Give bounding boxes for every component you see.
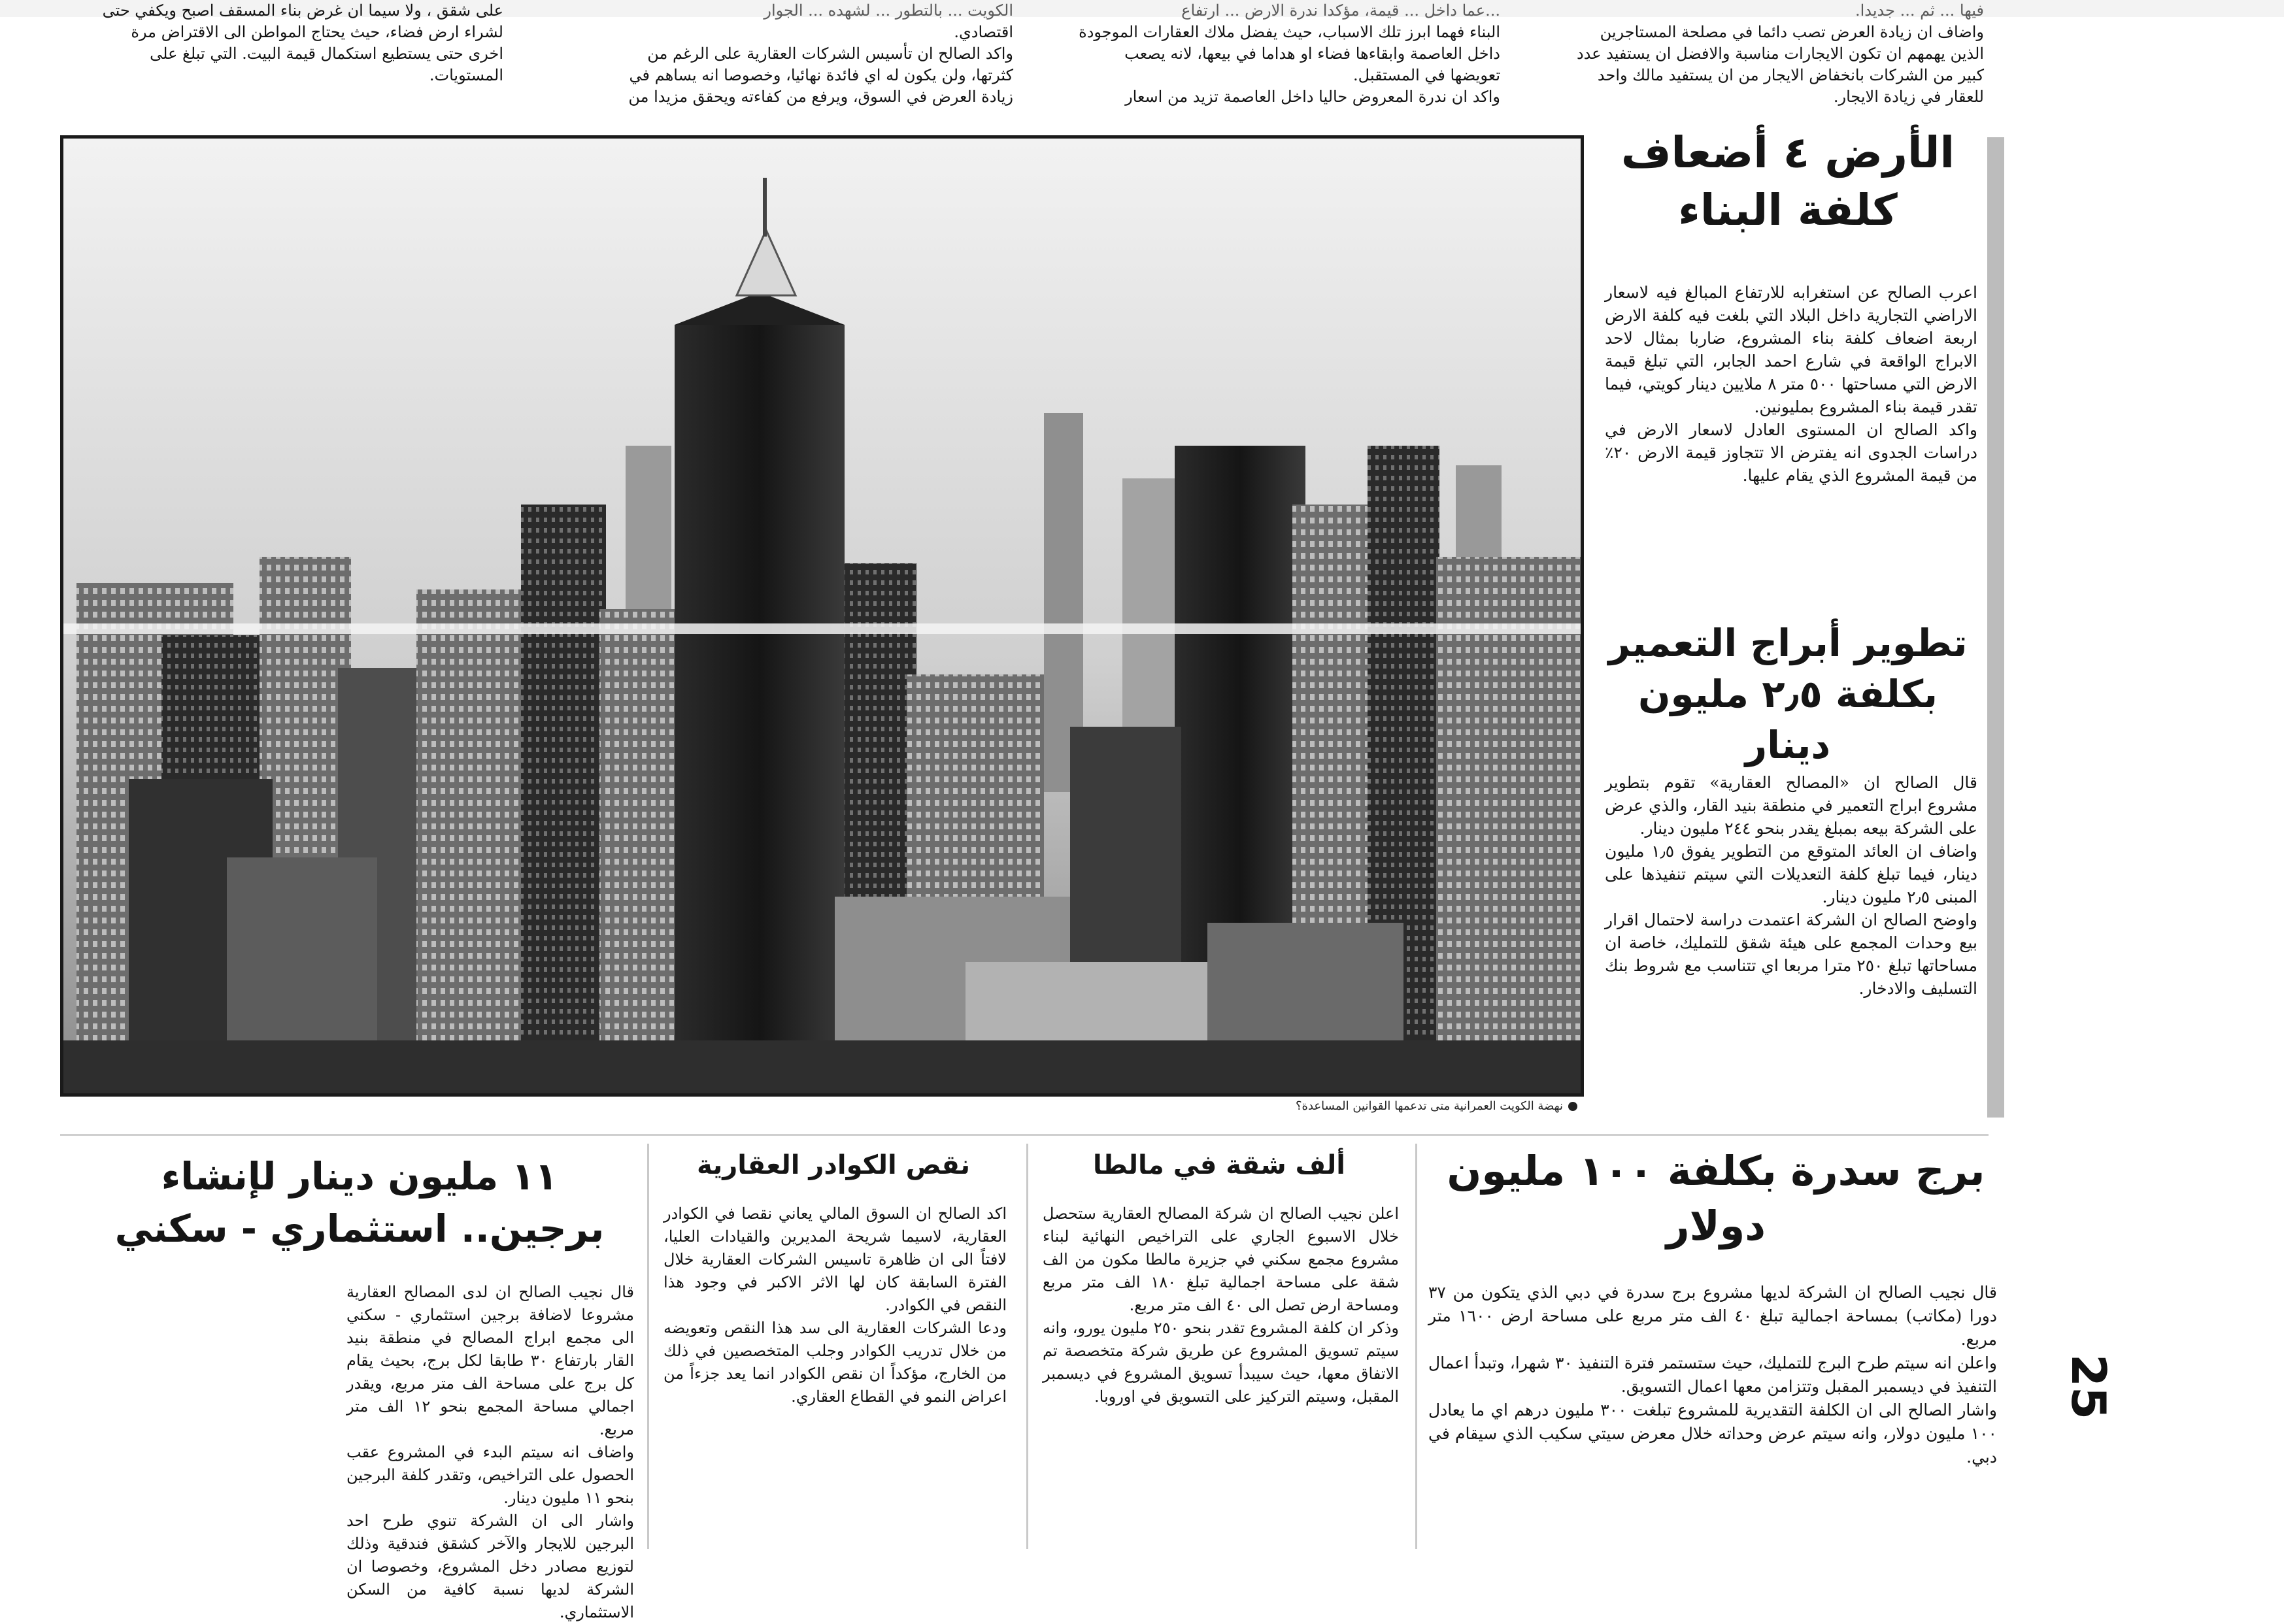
headline-burj-sidra: برج سدرة بكلفة ١٠٠ مليون دولار: [1447, 1147, 1985, 1250]
text-line: الذين يهمهم ان تكون الايجارات مناسبة والافضل ان يستفيد عدد: [1576, 44, 1984, 63]
headline-two-towers: ١١ مليون دينار لإنشاء برجين.. استثماري - سكني: [114, 1154, 605, 1251]
city-skyline-photo: [60, 135, 1584, 1097]
headline-cadres: نقص الكوادر العقارية: [697, 1150, 970, 1180]
article-cadres: [663, 1202, 1007, 1408]
text-line: واكد ان ندرة المعروض حاليا داخل العاصمة تزيد من اسعار: [1125, 88, 1500, 106]
top-column-1: [46, 0, 503, 86]
article-two-towers: [346, 1281, 634, 1624]
article-burj-sidra: [1428, 1281, 1997, 1469]
paragraph: اعرب الصالح عن استغرابه للارتفاع المبالغ فيه لاسعار الاراضي التجارية داخل البلاد التي بلغت فيه كلفة الارض اربعة اضعاف كلفة بناء المشروع، ضاربا بمثال لاحد الابراج الواقعة في شارع احمد الجابر، التي تبلغ قيمة الارض التي مساحتها ٥٠٠ متر ٨ ملايين دينار كويتي، فيما تقدر قيمة بناء المشروع بمليونين.: [1605, 283, 1977, 416]
text-line: لشراء ارض فضاء، حيث يحتاج المواطن الى الاقتراض مرة: [131, 23, 503, 41]
headline-malta: ألف شقة في مالطا: [1093, 1150, 1345, 1180]
text-line: للعقار في زيادة الايجار.: [1833, 88, 1984, 106]
text-line: الكويت ... بالتطور ... لشهده ... الجوار: [764, 1, 1013, 20]
article-malta: [1043, 1202, 1399, 1408]
paragraph: واضاف انه سيتم البدء في المشروع عقب الحصول على التراخيص، وتقدر كلفة البرجين بنحو ١١ مليون دينار.: [346, 1443, 634, 1507]
text-line: واضاف ان زيادة العرض تصب دائما في مصلحة المستاجرين: [1600, 23, 1984, 41]
page-number: 25: [2061, 1353, 2117, 1420]
paragraph: واشار الى ان الشركة تنوي طرح احد البرجين للايجار والآخر كشقق فندقية وذلك لتوزيع مصادر دخل المشروع، وخصوصا ان الشركة لديها نسبة كافية من السكن الاستثماري.: [346, 1512, 634, 1621]
skyline-illustration: [63, 139, 1581, 1093]
column-rule: [647, 1144, 649, 1549]
top-column-2: [543, 0, 1013, 108]
paragraph: ودعا الشركات العقارية الى سد هذا النقص وتعويضه من خلال تدريب الكوادر وجلب المتخصصين في ذلك من الخارج، مؤكداً ان نقص الكوادر انما يعد جزءاً من اعراض النمو في القطاع العقاري.: [663, 1319, 1007, 1406]
paragraph: وذكر ان كلفة المشروع تقدر بنحو ٢٥٠ مليون يورو، وانه سيتم تسويق المشروع عن طريق شركة متخصصة تم الاتفاق معها، حيث سيبدأ تسويق المشروع في ديسمبر المقبل، وسيتم التركيز على التسويق في اوروبا.: [1043, 1319, 1399, 1406]
text-line: اقتصادي.: [954, 23, 1013, 41]
paragraph: اكد الصالح ان السوق المالي يعاني نقصا في الكوادر العقارية، لاسيما شريحة المديرين والقيادات العليا، لافتاً الى ان ظاهرة تاسيس الشركات العقارية خلال الفترة السابقة كان لها الاثر الاكبر في وجود هذا النقص في الكوادر.: [663, 1204, 1007, 1314]
paragraph: واكد الصالح ان المستوى العادل لاسعار الارض في دراسات الجدوى انه يفترض الا تتجاوز قيمة الارض ٢٠٪ من قيمة المشروع الذي يقام عليها.: [1605, 420, 1977, 485]
text-line: زيادة العرض في السوق، ويرفع من كفاءته ويحقق مزيدا من: [628, 88, 1013, 106]
text-line: اخرى حتى يستطيع استكمال قيمة البيت. التي تبلغ على: [150, 44, 503, 63]
text-line: كثرتها، ولن يكون له اي فائدة نهائيا، وخصوصا انه يساهم في: [629, 66, 1013, 84]
photo-caption: نهضة الكويت العمرانية متى تدعمها القوانين المساعدة؟: [60, 1099, 1577, 1113]
top-column-4: [1526, 0, 1984, 108]
text-line: داخل العاصمة وابقاءها فضاء او هداما في بيعها، لانه يصعب: [1124, 44, 1500, 63]
paragraph: واوضح الصالح ان الشركة اعتمدت دراسة لاحتمال اقرار بيع وحدات المجمع على هيئة شقق للتمليك، خاصة ان مساحاتها تبلغ ٢٥٠ مترا مربعا اي تتناسب مع شروط بنك التسليف والادخار.: [1605, 910, 1977, 998]
paragraph: واضاف ان العائد المتوقع من التطوير يفوق ١٫٥ مليون دينار، فيما تبلغ كلفة التعديلات التي سيتم تنفيذها على المبنى ٢٫٥ مليون دينار.: [1605, 842, 1978, 906]
text-line: كبير من الشركات بانخفاض الايجار من ان يستفيد مالك واحد: [1597, 66, 1984, 84]
paragraph: قال نجيب الصالح ان الشركة لديها مشروع برج سدرة في دبي الذي يتكون من ٣٧ دورا (مكاتب) بمساحة اجمالية تبلغ ٤٠ الف متر مربع على مساحة ارض ١٦٠٠ متر مربع.: [1428, 1283, 1997, 1349]
sidebar-land-cost-body: [1605, 281, 1977, 487]
paragraph: قال الصالح ان «المصالح العقارية» تقوم بتطوير مشروع ابراج التعمير في منطقة بنيد القار، والذي عرض على الشركة بيعه بمبلغ يقدر بنحو ٢٤٤ مليون دينار.: [1605, 773, 1977, 838]
text-line: فيها ... ثم ... جديدا.: [1855, 1, 1984, 20]
paragraph: اعلن نجيب الصالح ان شركة المصالح العقارية ستحصل خلال الاسبوع الجاري على التراخيص النهائية لبناء مشروع مجمع سكني في جزيرة مالطا مكون من الف شقة على مساحة اجمالية تبلغ ١٨٠ الف متر مربع ومساحة ارض تصل الى ٤٠ الف متر مربع.: [1043, 1204, 1399, 1314]
sidebar-shade: [1987, 137, 2004, 1118]
text-line: تعويضها في المستقبل.: [1353, 66, 1500, 84]
column-rule: [1026, 1144, 1028, 1549]
bullet-icon: [1568, 1102, 1577, 1111]
headline-tamir-towers: تطوير أبراج التعمير بكلفة ٢٫٥ مليون دينار: [1608, 621, 1968, 767]
text-line: على شقق ، ولا سيما ان غرض بناء المسقف اصبح ويكفي حتى: [102, 1, 503, 20]
section-divider: [60, 1134, 1989, 1136]
paragraph: قال نجيب الصالح ان لدى المصالح العقارية مشروعا لاضافة برجين استثماري - سكني الى مجمع ابراج المصالح في منطقة بنيد القار بارتفاع ٣٠ طابقا لكل برج، بحيث يقام كل برج على مساحة الف متر مربع، ويقدر اجمالي مساحة المجمع بنحو ١٢ الف متر مربع.: [346, 1283, 634, 1438]
text-line: المستويات.: [429, 66, 503, 84]
text-line: ...عما داخل ... قيمة، مؤكدا ندرة الارض ... ارتفاع: [1181, 1, 1500, 20]
top-column-3: [1030, 0, 1500, 108]
column-rule: [1415, 1144, 1417, 1549]
text-line: البناء فهما ابرز تلك الاسباب، حيث يفضل ملاك العقارات الموجودة: [1079, 23, 1500, 41]
text-line: واكد الصالح ان تأسيس الشركات العقارية على الرغم من: [647, 44, 1013, 63]
headline-land-cost: الأرض ٤ أضعاف كلفة البناء: [1621, 127, 1955, 235]
paragraph: واشار الصالح الى ان الكلفة التقديرية للمشروع تبلغت ٣٠٠ مليون درهم اي ما يعادل ١٠٠ مليون دولار، وانه سيتم عرض وحداته خلال معرض سيتي سكيب الذي سيقام في دبي.: [1428, 1400, 1997, 1467]
paragraph: واعلن انه سيتم طرح البرج للتمليك، حيث ستستمر فترة التنفيذ ٣٠ شهرا، وتبدأ اعمال التنفيذ في ديسمبر المقبل وتتزامن معها اعمال التسويق.: [1428, 1353, 1997, 1396]
sidebar-tamir-body: [1605, 771, 1977, 1000]
